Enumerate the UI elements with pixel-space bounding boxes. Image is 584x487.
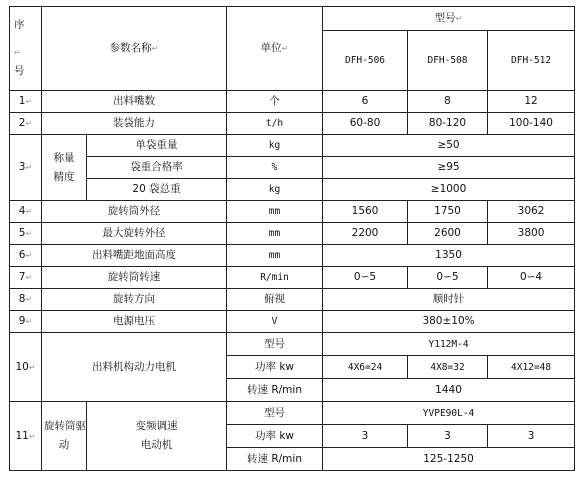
model-508: DFH-508 (408, 31, 488, 91)
table-row (10, 223, 575, 245)
row-name: 电源电压 (42, 311, 227, 333)
seq-header (10, 7, 42, 91)
row-unit: mm (227, 201, 323, 223)
row-unit: 型号 (227, 333, 323, 356)
table-row (10, 179, 575, 201)
row-value: 0∽5 (408, 267, 488, 289)
table-row (10, 333, 575, 356)
row-value: 4X8=32 (408, 356, 488, 379)
row-value: ≥95 (323, 157, 575, 179)
row-name: 出料嘴数 (42, 91, 227, 113)
row-name: 装袋能力 (42, 113, 227, 135)
row-value: ≥1000 (323, 179, 575, 201)
row-unit: R/min (227, 267, 323, 289)
row-value: 12 (488, 91, 575, 113)
row-unit: % (227, 157, 323, 179)
row-name: 出料机构动力电机 (42, 333, 227, 402)
row-unit: kg (227, 135, 323, 157)
row-unit: 转速 R/min (227, 379, 323, 402)
row-value: 125-1250 (323, 448, 575, 471)
row-unit: mm (227, 223, 323, 245)
row-unit: V (227, 311, 323, 333)
row-value: Y112M-4 (323, 333, 575, 356)
header-row (10, 7, 575, 31)
row-name: 变频调速 电动机 (87, 402, 227, 471)
table-row (10, 402, 575, 425)
paragraph-mark-icon: ↵ (14, 48, 21, 57)
row-number: 6↵ (10, 245, 42, 267)
row-unit: mm (227, 245, 323, 267)
table-row (10, 245, 575, 267)
row-value: 6 (323, 91, 408, 113)
model-header: 型号↵ (323, 7, 575, 31)
row-number: 4↵ (10, 201, 42, 223)
row-name: 单袋重量 (87, 135, 227, 157)
row-value: 1350 (323, 245, 575, 267)
row-value: 2200 (323, 223, 408, 245)
row-number: 10↵ (10, 333, 42, 402)
group-label: 旋转筒驱 动 (42, 402, 87, 471)
row-unit: 功率 kw (227, 425, 323, 448)
row-value: 1560 (323, 201, 408, 223)
row-value: 380±10% (323, 311, 575, 333)
row-unit: 型号 (227, 402, 323, 425)
row-value: 1750 (408, 201, 488, 223)
table-row (10, 267, 575, 289)
row-value: 3 (323, 425, 408, 448)
row-value: 4X12=48 (488, 356, 575, 379)
model-512: DFH-512 (488, 31, 575, 91)
table-row (10, 311, 575, 333)
row-value: 0∽5 (323, 267, 408, 289)
row-value: 顺时针 (323, 289, 575, 311)
group-label: 称量 精度 (42, 135, 87, 201)
row-number: 8↵ (10, 289, 42, 311)
row-value: 0∽4 (488, 267, 575, 289)
table-row (10, 113, 575, 135)
model-506: DFH-506 (323, 31, 408, 91)
row-value: 4X6=24 (323, 356, 408, 379)
row-value: 8 (408, 91, 488, 113)
table-row (10, 91, 575, 113)
row-name: 出料嘴距地面高度 (42, 245, 227, 267)
row-number: 2↵ (10, 113, 42, 135)
seq-header-top: 序 (14, 19, 25, 31)
row-value: 80-120 (408, 113, 488, 135)
row-name: 袋重合格率 (87, 157, 227, 179)
unit-header: 单位↵ (227, 7, 323, 91)
row-value: YVPE90L-4 (323, 402, 575, 425)
row-unit: 转速 R/min (227, 448, 323, 471)
row-name: 旋转方向 (42, 289, 227, 311)
table-row (10, 201, 575, 223)
row-name: 旋转筒外径 (42, 201, 227, 223)
row-value: 3 (408, 425, 488, 448)
row-value: 2600 (408, 223, 488, 245)
table-row (10, 289, 575, 311)
spec-table (9, 6, 575, 471)
row-unit: kg (227, 179, 323, 201)
row-name: 旋转筒转速 (42, 267, 227, 289)
row-name: 最大旋转外径 (42, 223, 227, 245)
row-value: 3062 (488, 201, 575, 223)
row-value: 100-140 (488, 113, 575, 135)
param-header: 参数名称↵ (42, 7, 227, 91)
row-number: 11↵ (10, 402, 42, 471)
row-unit: 个 (227, 91, 323, 113)
seq-header-bottom: 号 (14, 65, 25, 77)
row-number: 5↵ (10, 223, 42, 245)
row-number: 3↵ (10, 135, 42, 201)
row-value: 1440 (323, 379, 575, 402)
row-value: 60-80 (323, 113, 408, 135)
row-value: 3800 (488, 223, 575, 245)
row-name: 20 袋总重 (87, 179, 227, 201)
table-row (10, 157, 575, 179)
row-number: 9↵ (10, 311, 42, 333)
table-row (10, 135, 575, 157)
row-value: ≥50 (323, 135, 575, 157)
row-unit: 功率 kw (227, 356, 323, 379)
row-unit: 俯视 (227, 289, 323, 311)
row-value: 3 (488, 425, 575, 448)
row-unit: t/h (227, 113, 323, 135)
row-number: 7↵ (10, 267, 42, 289)
row-number: 1↵ (10, 91, 42, 113)
